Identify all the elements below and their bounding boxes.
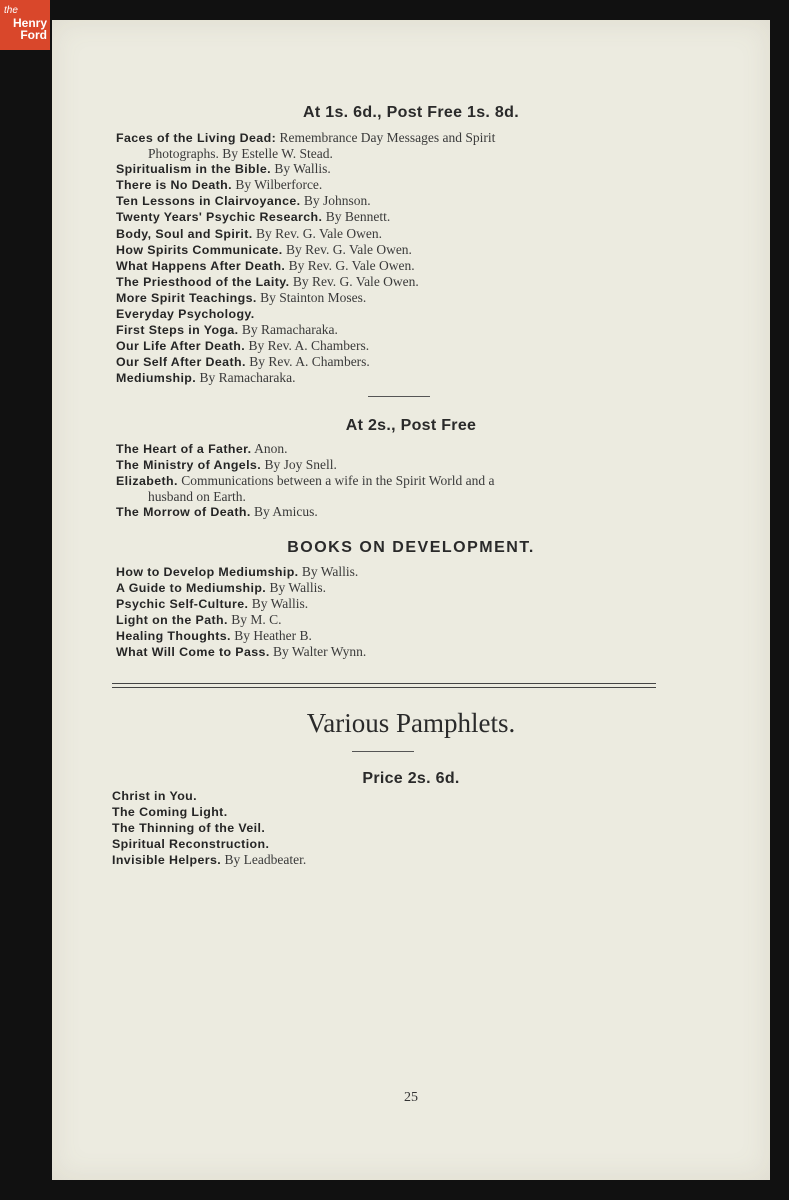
list-item (112, 788, 672, 804)
item-description: Remembrance Day Messages and Spirit (279, 130, 496, 145)
document-page (52, 20, 770, 1180)
list-item (116, 226, 676, 242)
item-continuation: husband on Earth. (148, 489, 246, 505)
item-title: Ten Lessons in Clairvoyance. (116, 194, 301, 209)
list-item (116, 596, 676, 612)
item-description: By M. C. (231, 612, 282, 628)
list-item (116, 161, 676, 177)
item-title: There is No Death. (116, 178, 232, 193)
list-item (116, 564, 676, 580)
item-description: By Rev. G. Vale Owen. (255, 225, 382, 241)
item-description: By Ramacharaka. (241, 322, 338, 338)
page-number: 25 (404, 1090, 418, 1105)
item-title: First Steps in Yoga. (116, 323, 239, 338)
item-description: By Wilberforce. (235, 177, 323, 193)
item-description: Anon. (254, 441, 288, 456)
item-description: By Rev. G. Vale Owen. (292, 273, 419, 289)
list-item (116, 354, 676, 370)
item-description: By Rev. G. Vale Owen. (288, 257, 415, 273)
item-continuation: Photographs. By Estelle W. Stead. (148, 146, 333, 162)
pamphlets-divider (352, 751, 414, 752)
item-description: By Bennett. (325, 209, 391, 225)
item-title: Our Self After Death. (116, 355, 246, 370)
list-item (112, 836, 672, 852)
list-item (116, 130, 676, 146)
logo-line-3: Ford (20, 28, 47, 42)
list-item (116, 612, 676, 628)
pamphlets-price-heading: Price 2s. 6d. (362, 770, 460, 787)
pamphlet-list (112, 788, 672, 868)
list-item (116, 504, 676, 520)
item-title: What Happens After Death. (116, 258, 286, 273)
item-title: The Ministry of Angels. (116, 458, 262, 473)
list-item (116, 580, 676, 596)
pamphlets-title: Various Pamphlets. (306, 708, 516, 738)
list-item (116, 193, 676, 209)
item-title: The Thinning of the Veil. (112, 821, 266, 836)
list-item (116, 306, 676, 322)
item-title: Mediumship. (116, 371, 197, 386)
list-item (116, 644, 676, 660)
item-description: By Wallis. (274, 161, 331, 177)
item-title: A Guide to Mediumship. (116, 581, 267, 596)
item-title: Spiritual Reconstruction. (112, 837, 270, 852)
item-title: How to Develop Mediumship. (116, 565, 299, 579)
item-title: The Priesthood of the Laity. (116, 274, 290, 289)
list-item (112, 804, 672, 820)
item-description: By Joy Snell. (264, 457, 337, 473)
item-title: The Morrow of Death. (116, 505, 251, 520)
item-title: The Heart of a Father. (116, 442, 252, 456)
list-item (116, 473, 676, 489)
item-title: Twenty Years' Psychic Research. (116, 210, 323, 225)
book-list-development (116, 564, 676, 661)
list-item (116, 338, 676, 354)
section-divider (368, 396, 430, 397)
item-description: By Leadbeater. (224, 852, 307, 868)
list-item (112, 820, 672, 836)
list-item (116, 628, 676, 644)
item-title: Faces of the Living Dead: (116, 131, 277, 145)
book-list-2s (116, 441, 676, 520)
item-description: By Wallis. (251, 596, 309, 612)
item-description: By Wallis. (301, 564, 359, 579)
item-description: By Amicus. (254, 504, 318, 520)
section-heading-development: BOOKS ON DEVELOPMENT. (287, 539, 535, 556)
list-item (116, 370, 676, 386)
item-description: Communications between a wife in the Spirit World and a (181, 473, 495, 489)
item-title: Spiritualism in the Bible. (116, 162, 271, 177)
item-title: How Spirits Communicate. (116, 242, 283, 257)
list-item (116, 457, 676, 473)
item-description: By Rev. G. Vale Owen. (285, 241, 412, 257)
item-description: By Rev. A. Chambers. (249, 354, 370, 370)
book-list-1s6d (116, 130, 676, 387)
item-title: Body, Soul and Spirit. (116, 226, 253, 241)
item-title: What Will Come to Pass. (116, 645, 270, 660)
item-description: By Ramacharaka. (199, 370, 296, 386)
item-title: Invisible Helpers. (112, 853, 222, 868)
henry-ford-logo (0, 0, 50, 50)
logo-line-1: the (4, 5, 18, 16)
list-item (116, 242, 676, 258)
item-description: By Rev. A. Chambers. (248, 338, 370, 354)
logo-line-2: Henry (12, 16, 47, 30)
item-title: Psychic Self-Culture. (116, 597, 249, 612)
item-title: Healing Thoughts. (116, 629, 231, 644)
list-item (116, 258, 676, 274)
item-title: More Spirit Teachings. (116, 290, 257, 305)
list-item (116, 441, 676, 457)
item-description: By Walter Wynn. (273, 644, 367, 660)
section-heading-1s6d: At 1s. 6d., Post Free 1s. 8d. (303, 104, 519, 121)
list-item (112, 852, 672, 868)
item-description: By Johnson. (303, 193, 371, 209)
item-title: Christ in You. (112, 789, 197, 803)
list-item (116, 274, 676, 290)
item-title: Elizabeth. (116, 474, 178, 489)
item-title: Our Life After Death. (116, 339, 246, 354)
item-description: By Stainton Moses. (260, 289, 367, 305)
list-item (116, 209, 676, 225)
list-item (116, 322, 676, 338)
double-rule-divider (112, 683, 656, 688)
list-item (116, 177, 676, 193)
item-title: Light on the Path. (116, 613, 228, 628)
item-title: The Coming Light. (112, 805, 228, 820)
list-item (116, 290, 676, 306)
item-description: By Heather B. (234, 628, 312, 644)
item-description: By Wallis. (269, 580, 326, 596)
section-heading-2s: At 2s., Post Free (345, 417, 477, 434)
item-title: Everyday Psychology. (116, 307, 255, 322)
